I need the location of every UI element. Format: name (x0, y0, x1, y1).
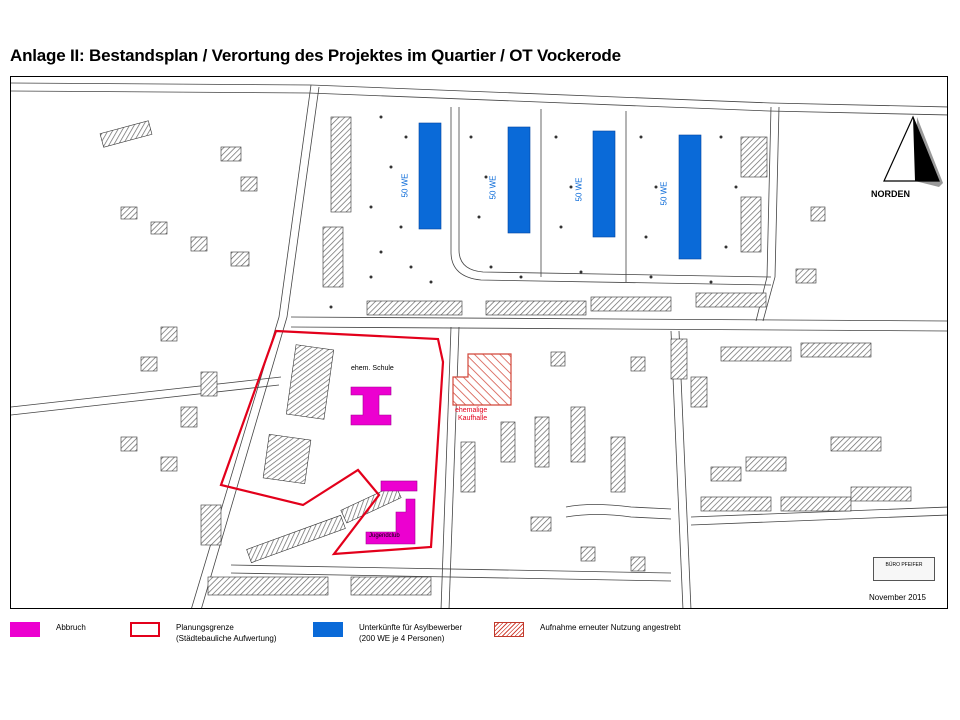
legend-item-unterkuenfte (313, 622, 462, 644)
north-label: NORDEN (871, 189, 911, 199)
legend-planungsgrenze-line2: (Städtebauliche Aufwertung) (176, 634, 277, 643)
map-date: November 2015 (869, 593, 926, 602)
we-label-3: 50 WE (574, 177, 584, 202)
site-map[interactable] (10, 76, 948, 609)
unterkuenfte-swatch (313, 622, 343, 637)
north-arrow-icon (884, 117, 943, 187)
legend-unterkuenfte-line1: Unterkünfte für Asylbewerber (359, 623, 463, 632)
we-label-4: 50 WE (659, 181, 669, 206)
legend-unterkuenfte-line2: (200 WE je 4 Personen) (359, 634, 445, 643)
legend-item-aufnahme (494, 622, 681, 637)
abbruch-swatch (10, 622, 40, 637)
legend-item-planungsgrenze (130, 622, 277, 644)
kaufhalle-area (453, 354, 511, 405)
legend-label-aufnahme: Aufnahme erneuter Nutzung angestrebt (540, 623, 681, 632)
legend-label-unterkuenfte (359, 622, 462, 644)
we-label-1: 50 WE (400, 173, 410, 198)
label-jugendclub: Jugendclub (369, 533, 400, 539)
label-kaufhalle-2: Kaufhalle (458, 415, 488, 422)
aufnahme-swatch (494, 622, 524, 637)
label-school: ehem. Schule (351, 365, 394, 372)
we-label-2: 50 WE (488, 175, 498, 200)
legend-planungsgrenze-line1: Planungsgrenze (176, 623, 234, 632)
legend-label-abbruch: Abbruch (56, 623, 86, 632)
map-canvas (11, 77, 948, 609)
office-logo: BÜRO PFEIFER (873, 557, 935, 581)
planungsgrenze-swatch (130, 622, 160, 637)
tree-dots (330, 116, 738, 309)
page-title: Anlage II: Bestandsplan / Verortung des Projektes im Quartier / OT Vockerode (10, 46, 621, 65)
legend-item-abbruch (10, 622, 86, 637)
label-kaufhalle-1: ehemalige (455, 407, 488, 414)
legend (10, 622, 950, 662)
legend-label-planungsgrenze (176, 622, 277, 644)
